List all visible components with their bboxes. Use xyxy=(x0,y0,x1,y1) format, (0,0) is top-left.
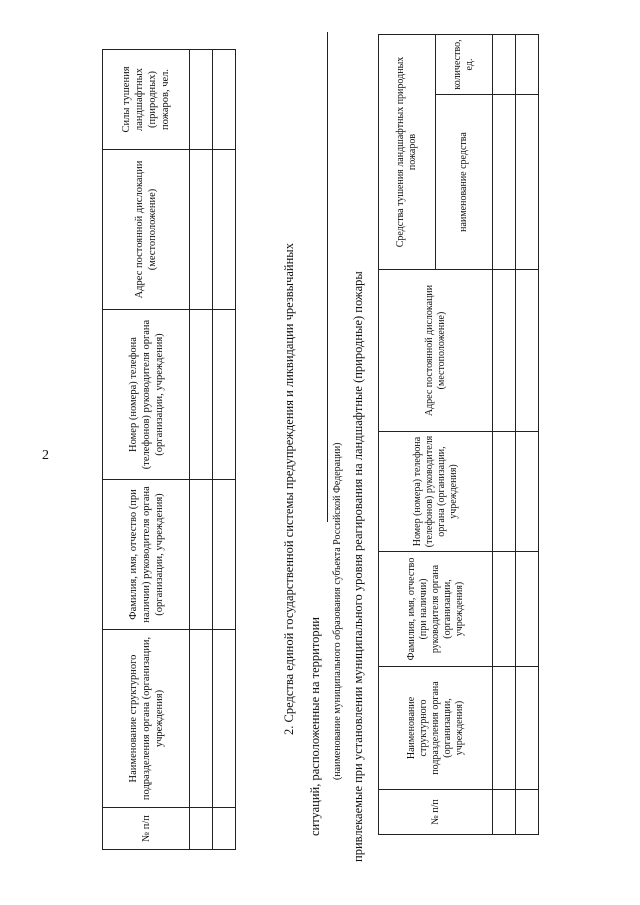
table-header-row xyxy=(379,34,436,834)
table-cell[interactable] xyxy=(516,790,539,835)
header-means-count: количество, ед. xyxy=(436,34,493,94)
fill-in-line xyxy=(327,32,328,522)
section-heading-tail: привлекаемые при установлении муниципального уровня реагирования на ландшафтные (природные) пожары xyxy=(351,271,365,862)
table-cell[interactable] xyxy=(213,480,236,630)
header-phone: Номер (номера) телефона (телефонов) руководителя органа (организации, учреждения) xyxy=(103,310,190,480)
table-row xyxy=(190,50,213,850)
table-cell[interactable] xyxy=(190,808,213,850)
table-row xyxy=(213,50,236,850)
table-cell[interactable] xyxy=(516,667,539,790)
table-cell[interactable] xyxy=(213,310,236,480)
header-address: Адрес постоянной дислокации (местоположение) xyxy=(103,150,190,310)
table-cell[interactable] xyxy=(516,34,539,94)
header-head-name: Фамилия, имя, отчество (при наличии) руководителя органа (организации, учреждения) xyxy=(103,480,190,630)
section-heading-continued: ситуаций, расположенные на территории xyxy=(308,617,322,836)
header-forces: Силы тушения ландшафтных (природных) пожаров, чел. xyxy=(103,50,190,150)
table-cell[interactable] xyxy=(516,95,539,270)
table-row xyxy=(516,34,539,834)
table-header-row xyxy=(103,50,190,850)
fill-in-caption: (наименование муниципального образования субъекта Российской Федерации) xyxy=(332,442,343,780)
header-unit: Наименование структурного подразделения органа (организации, учреждения) xyxy=(103,630,190,808)
table-cell[interactable] xyxy=(493,552,516,667)
table-cell[interactable] xyxy=(213,630,236,808)
table-cell[interactable] xyxy=(516,552,539,667)
header-means-group: Средства тушения ландшафтных природных пожаров xyxy=(379,34,436,269)
table-means xyxy=(378,34,539,835)
header-num: № п/п xyxy=(103,808,190,850)
table-cell[interactable] xyxy=(493,790,516,835)
table-cell[interactable] xyxy=(493,95,516,270)
header-means-name: наименование средства xyxy=(436,95,493,270)
table-cell[interactable] xyxy=(213,808,236,850)
table-cell[interactable] xyxy=(190,480,213,630)
table-cell[interactable] xyxy=(213,150,236,310)
table-contacts xyxy=(102,49,236,850)
table-row xyxy=(493,34,516,834)
table-cell[interactable] xyxy=(190,310,213,480)
table-cell[interactable] xyxy=(190,150,213,310)
header-phone: Номер (номера) телефона (телефонов) руководителя органа (организации, учреждения) xyxy=(379,432,493,552)
header-address: Адрес постоянной дислокации (местоположение) xyxy=(379,270,493,432)
table-cell[interactable] xyxy=(493,667,516,790)
table-cell[interactable] xyxy=(493,432,516,552)
section-heading: 2. Средства единой государственной системы предупреждения и ликвидации чрезвычайных xyxy=(282,243,296,735)
table-cell[interactable] xyxy=(516,432,539,552)
table-cell[interactable] xyxy=(516,270,539,432)
table-cell[interactable] xyxy=(493,270,516,432)
page-number: 2 xyxy=(42,448,49,463)
header-unit: Наименование структурного подразделения органа (организации, учреждения) xyxy=(379,667,493,790)
table-cell[interactable] xyxy=(493,34,516,94)
header-head-name: Фамилия, имя, отчество (при наличии) руководителя органа (организации, учреждения) xyxy=(379,552,493,667)
table-cell[interactable] xyxy=(213,50,236,150)
header-num: № п/п xyxy=(379,790,493,835)
table-cell[interactable] xyxy=(190,630,213,808)
table-cell[interactable] xyxy=(190,50,213,150)
